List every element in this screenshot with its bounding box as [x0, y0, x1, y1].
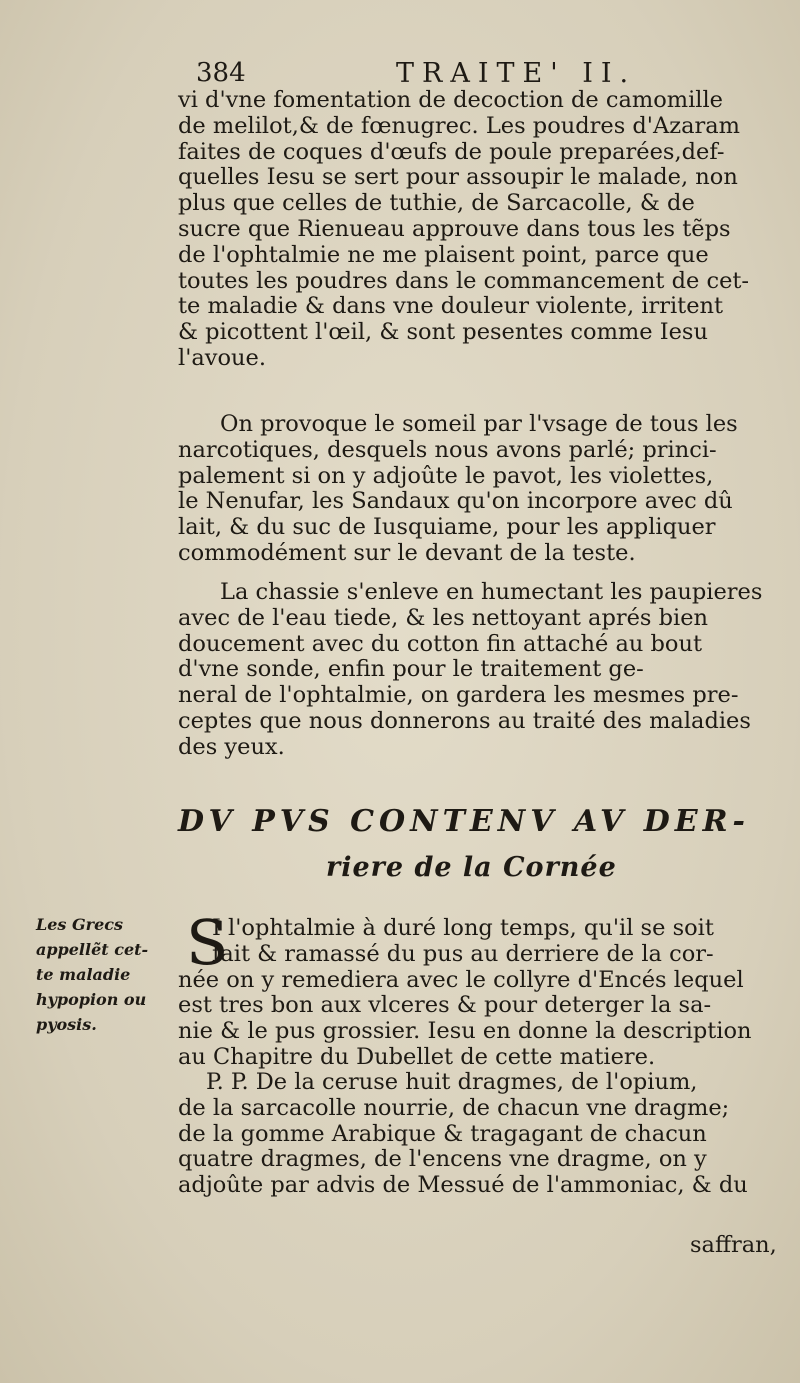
text-line: te maladie & dans vne douleur violente, irritent [178, 293, 724, 320]
text-line: La chassie s'enleve en humectant les paupieres [220, 579, 763, 605]
running-head: TRAITE' II. [396, 58, 637, 89]
paragraph-recipe [178, 1070, 768, 1199]
paragraph-sommeil [178, 412, 768, 567]
paragraph-pus [178, 906, 768, 1071]
margin-note-line: pyosis. [36, 1015, 97, 1034]
paragraph-fomentation [178, 88, 768, 372]
text-line: On provoque le someil par l'vsage de tous les [220, 411, 738, 437]
margin-note-line: hypopion ou [36, 990, 147, 1009]
text-line: au Chapitre du Dubellet de cette matiere. [178, 1043, 656, 1070]
text-line: d'vne sonde, enfin pour le traitement ge- [178, 656, 644, 683]
text-line: fait & ramassé du pus au derriere de la cor- [212, 940, 714, 967]
margin-note-line: appellẽt cet- [36, 940, 149, 959]
text-line: née on y remediera avec le collyre d'Encés lequel [178, 966, 744, 993]
text-line: plus que celles de tuthie, de Sarcacolle, & de [178, 190, 695, 217]
text-line: commodément sur le devant de la teste. [178, 539, 636, 566]
text-line: quelles Iesu se sert pour assoupir le malade, non [178, 164, 738, 191]
section-heading-continuation: riere de la Cornée [326, 852, 617, 883]
paragraph-chassie [178, 580, 768, 761]
margin-note [36, 912, 186, 1037]
text-line: des yeux. [178, 733, 285, 760]
text-line: adjoûte par advis de Messué de l'ammoniac, & du [178, 1172, 748, 1199]
margin-note-line: te maladie [36, 965, 131, 984]
text-line: faites de coques d'œufs de poule preparées,def- [178, 138, 725, 165]
text-line: narcotiques, desquels nous avons parlé; princi- [178, 436, 717, 463]
text-line: de la sarcacolle nourrie, de chacun vne dragme; [178, 1094, 730, 1121]
text-line: le Nenufar, les Sandaux qu'on incorpore avec dû [178, 488, 733, 515]
text-line: toutes les poudres dans le commancement de cet- [178, 267, 750, 294]
page-number: 384 [196, 58, 246, 88]
text-line: de l'ophtalmie ne me plaisent point, parce que [178, 241, 709, 268]
text-line: doucement avec du cotton fin attaché au bout [178, 630, 703, 657]
text-line: lait, & du suc de Iusquiame, pour les appliquer [178, 514, 716, 541]
text-line: est tres bon aux vlceres & pour deterger la sa- [178, 992, 712, 1019]
margin-note-line: Les Grecs [36, 915, 124, 934]
text-line: ceptes que nous donnerons au traité des maladies [178, 707, 751, 734]
catchword: saffran, [690, 1232, 777, 1258]
text-line: quatre dragmes, de l'encens vne dragme, on y [178, 1146, 707, 1173]
text-line: & picottent l'œil, & sont pesentes comme Iesu [178, 319, 708, 346]
text-line: nie & le pus grossier. Iesu en donne la description [178, 1018, 752, 1045]
section-heading: DV PVS CONTENV AV DER- [178, 804, 750, 839]
text-line: de melilot,& de fœnugrec. Les poudres d'Azaram [178, 112, 741, 139]
text-line: de la gomme Arabique & tragagant de chacun [178, 1120, 707, 1147]
text-line: sucre que Rienueau approuve dans tous les tẽps [178, 215, 731, 242]
text-line: vi d'vne fomentation de decoction de camomille [178, 87, 723, 113]
text-line: neral de l'ophtalmie, on gardera les mesmes pre- [178, 682, 739, 709]
text-line: avec de l'eau tiede, & les nettoyant aprés bien [178, 604, 709, 631]
text-line: l'avoue. [178, 344, 267, 371]
text-line: I l'ophtalmie à duré long temps, qu'il se soit [212, 915, 714, 941]
text-line: palement si on y adjoûte le pavot, les violettes, [178, 462, 714, 489]
drop-cap: S [186, 906, 229, 979]
text-line: P. P. De la ceruse huit dragmes, de l'opium, [206, 1069, 698, 1095]
